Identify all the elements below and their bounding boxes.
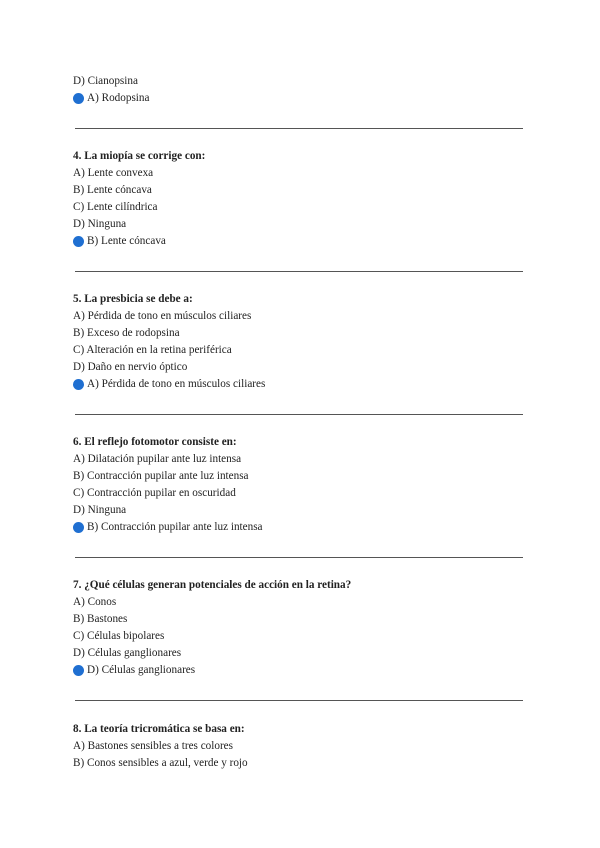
divider: [75, 271, 523, 272]
option-c: C) Células bipolares: [73, 630, 165, 642]
answer-marker-icon: [73, 665, 84, 676]
answer-text: B) Lente cóncava: [87, 235, 166, 247]
option-d: D) Daño en nervio óptico: [73, 361, 188, 373]
option-a: A) Dilatación pupilar ante luz intensa: [73, 453, 242, 465]
answer-text: B) Contracción pupilar ante luz intensa: [87, 521, 263, 533]
answer-text: D) Células ganglionares: [87, 664, 196, 676]
option-b: B) Bastones: [73, 613, 128, 625]
answer-marker-icon: [73, 522, 84, 533]
correct-answer: [73, 663, 195, 677]
option-a: A) Pérdida de tono en músculos ciliares: [73, 310, 252, 322]
question-title: 4. La miopía se corrige con:: [73, 150, 206, 162]
divider: [75, 414, 523, 415]
question-title: 5. La presbicia se debe a:: [73, 293, 193, 305]
question-title: 7. ¿Qué células generan potenciales de acción en la retina?: [73, 579, 352, 591]
option-d: D) Ninguna: [73, 218, 127, 230]
divider: [75, 700, 523, 701]
question-title: 8. La teoría tricromática se basa en:: [73, 723, 245, 735]
option-c: C) Alteración en la retina periférica: [73, 344, 232, 356]
answer-marker-icon: [73, 379, 84, 390]
option-d: D) Ninguna: [73, 504, 127, 516]
question-title: 6. El reflejo fotomotor consiste en:: [73, 436, 237, 448]
option-a: A) Lente convexa: [73, 167, 154, 179]
option-c: C) Contracción pupilar en oscuridad: [73, 487, 236, 499]
divider: [75, 128, 523, 129]
divider: [75, 557, 523, 558]
answer-text: A) Pérdida de tono en músculos ciliares: [87, 378, 266, 390]
correct-answer: [73, 520, 263, 534]
answer-marker-icon: [73, 236, 84, 247]
option-a: A) Conos: [73, 596, 117, 608]
option-b: B) Contracción pupilar ante luz intensa: [73, 470, 249, 482]
option-b: B) Conos sensibles a azul, verde y rojo: [73, 757, 248, 769]
answer-marker-icon: [73, 93, 84, 104]
correct-answer: [73, 377, 265, 391]
correct-answer: [73, 91, 149, 105]
correct-answer: [73, 234, 166, 248]
option-a: A) Bastones sensibles a tres colores: [73, 740, 234, 752]
option-b: B) Lente cóncava: [73, 184, 152, 196]
option-d: D) Células ganglionares: [73, 647, 182, 659]
answer-text: A) Rodopsina: [87, 92, 150, 104]
option-c: C) Lente cilíndrica: [73, 201, 158, 213]
option-d: D) Cianopsina: [73, 75, 138, 87]
option-b: B) Exceso de rodopsina: [73, 327, 180, 339]
